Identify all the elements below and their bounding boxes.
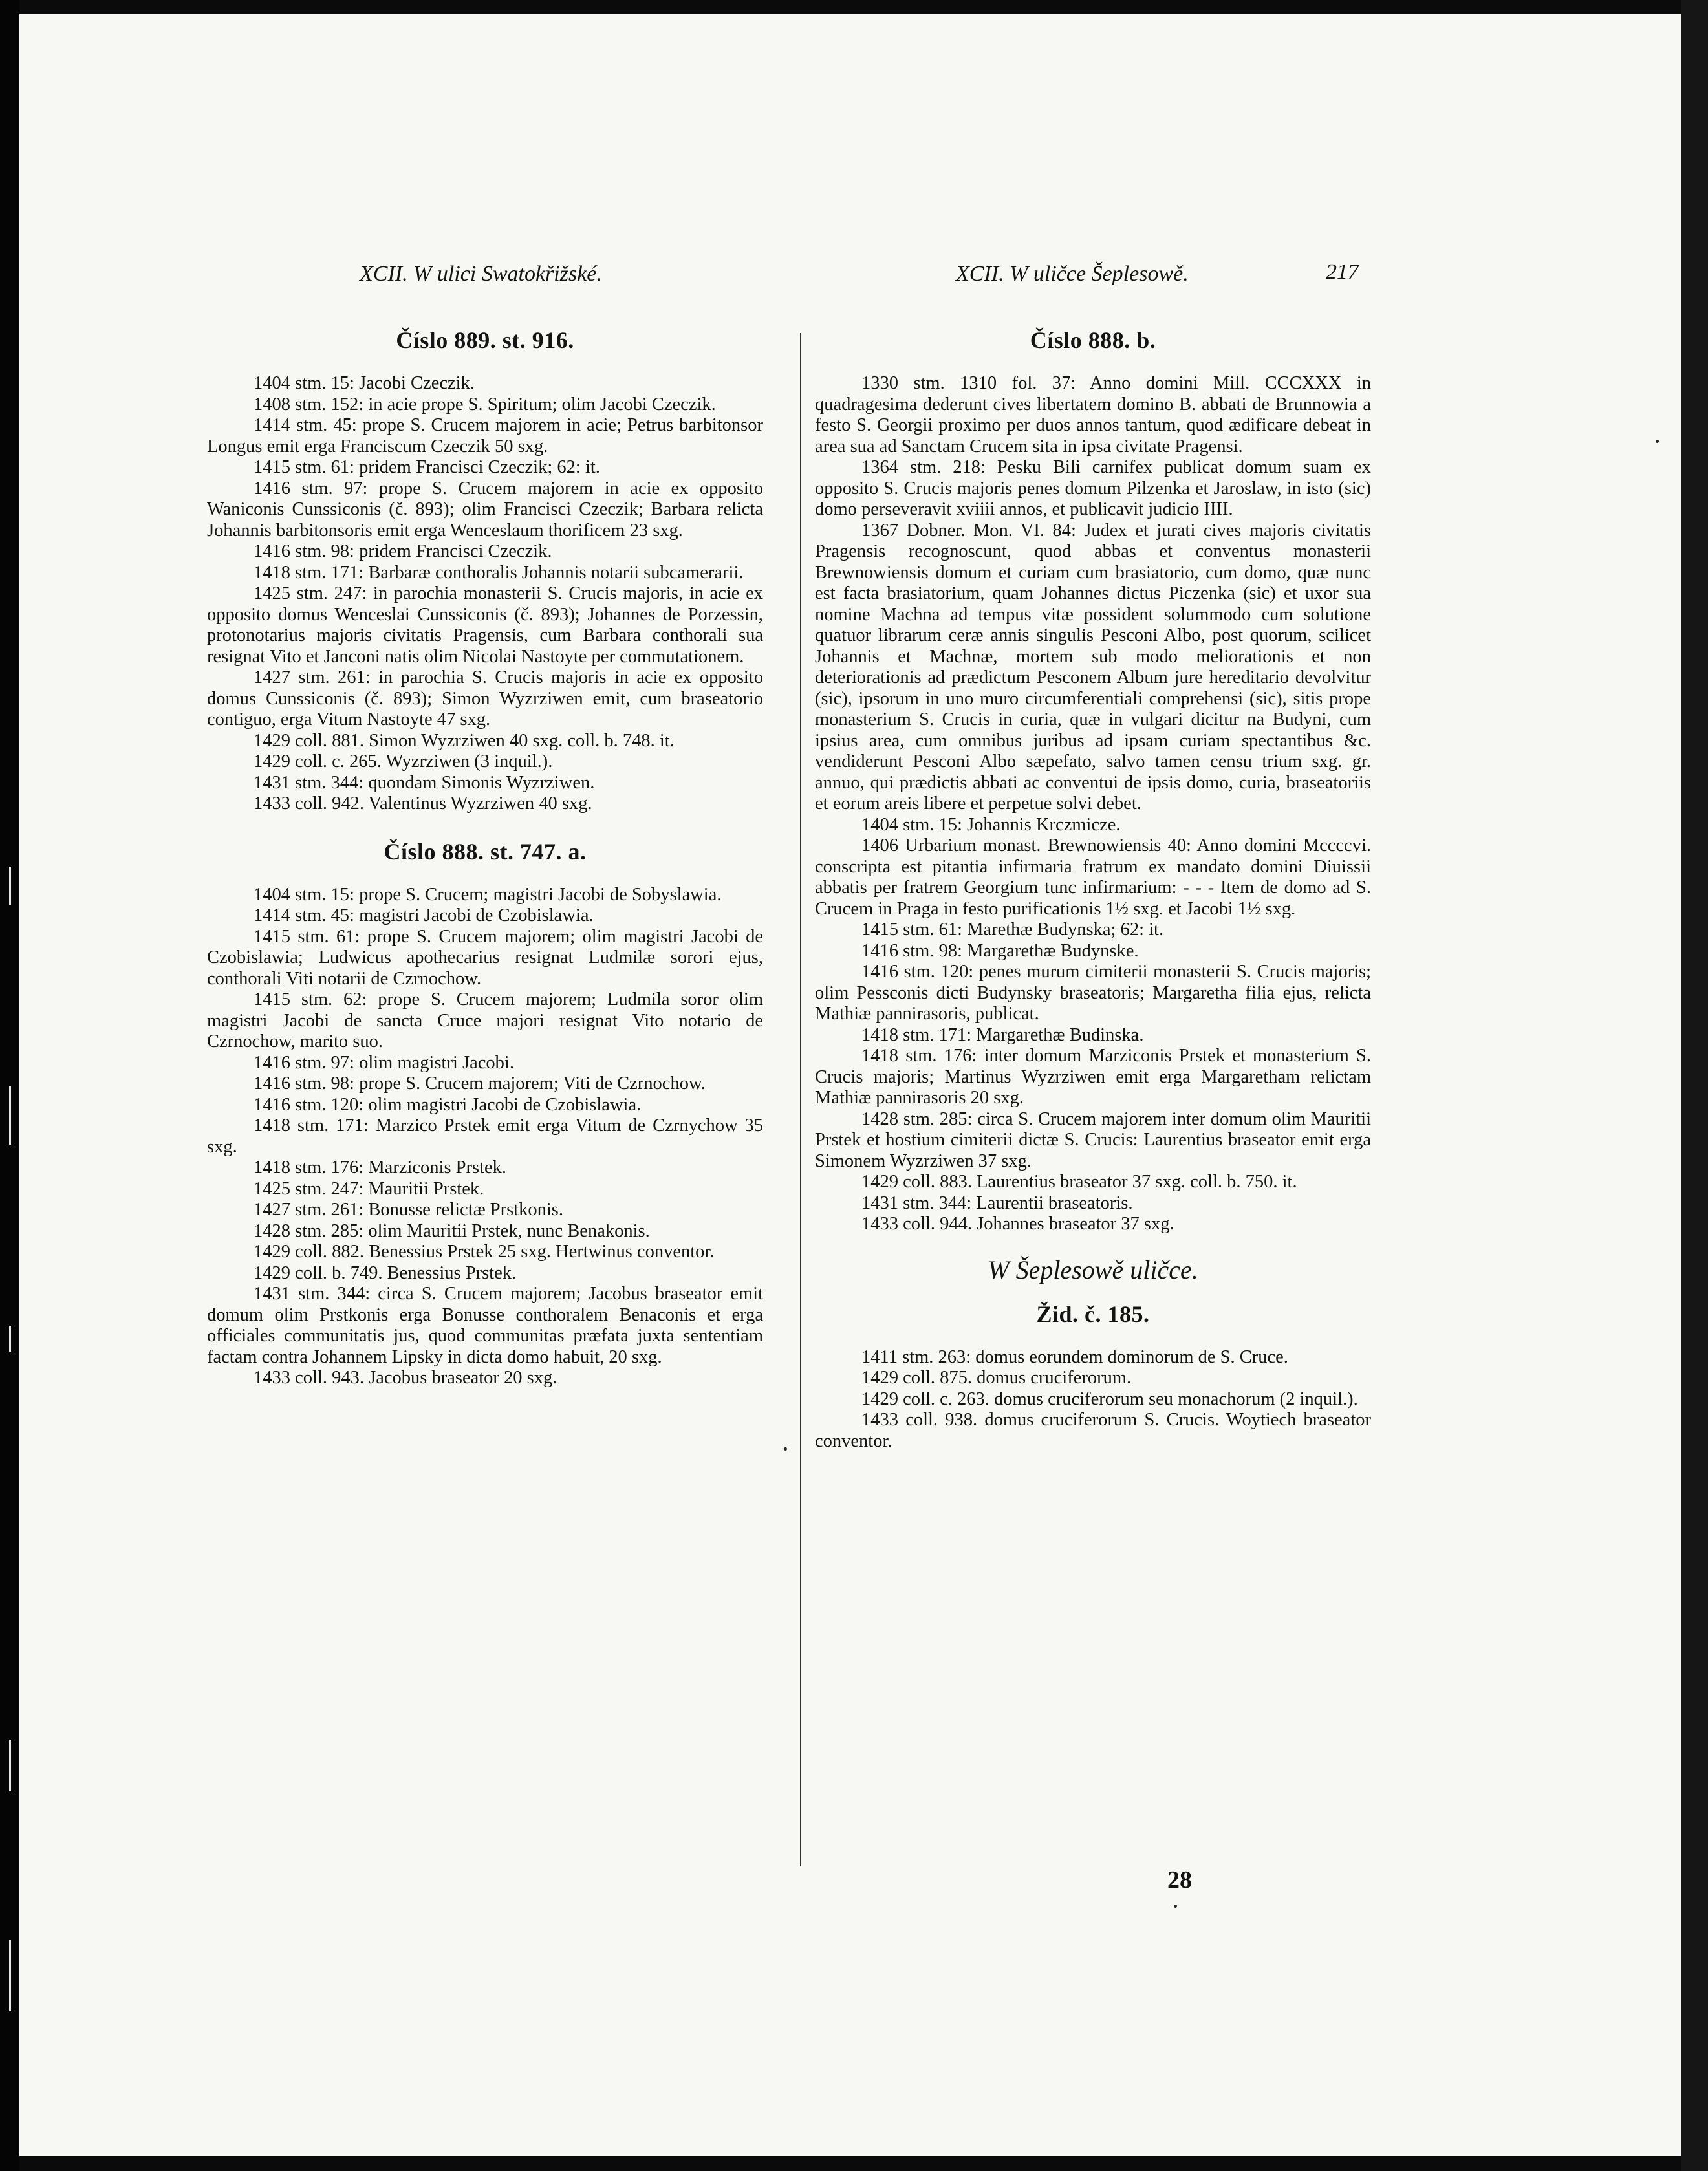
register-entry: 1414 stm. 45: prope S. Crucem majorem in acie; Petrus barbitonsor Longus emit erga Franciscum Czeczik 50 sxg. <box>207 415 763 457</box>
register-entry: 1428 stm. 285: circa S. Crucem majorem inter domum olim Mauritii Prstek et hostium cimiterii dictæ S. Crucis: Laurentius braseator emit erga Simonem Wyzrziwen 37 sxg. <box>815 1108 1371 1171</box>
register-entry: 1416 stm. 98: prope S. Crucem majorem; Viti de Czrnochow. <box>254 1074 706 1094</box>
register-entry: 1416 stm. 120: penes murum cimiterii monasterii S. Crucis majoris; olim Pessconis dicti Budynsky braseatoris; Margaretha filia ejus, relicta Mathiæ pannirasoris, publicat. <box>815 962 1371 1024</box>
register-entry: 1429 coll. b. 749. Benessius Prstek. <box>254 1262 517 1283</box>
register-entry: 1415 stm. 61: Marethæ Budynska; 62: it. <box>861 920 1164 940</box>
scan-speck <box>1656 440 1659 443</box>
street-subtitle: W Šeplesowě uličce. <box>988 1255 1198 1284</box>
register-entry: 1425 stm. 247: Mauritii Prstek. <box>254 1178 484 1199</box>
register-entry: 1428 stm. 285: olim Mauritii Prstek, nunc Benakonis. <box>254 1220 650 1241</box>
right-column <box>815 327 1371 1452</box>
scan-left-border <box>0 0 19 2171</box>
register-entry: 1431 stm. 344: circa S. Crucem majorem; Jacobus braseator emit domum olim Prstkonis erga Bonusse conthoralem Benaconis et erga officiales communitatis jus, quod communitas præfata juxta sententiam factam contra Johannem Lipsky in dicta domo habuit, 20 sxg. <box>207 1284 763 1367</box>
section-heading: Číslo 888. b. <box>1030 327 1156 353</box>
register-entry: 1367 Dobner. Mon. VI. 84: Judex et jurati cives majoris civitatis Pragensis recognoscunt, quod abbas et conventus monasterii Brewnowiensis domum et curiam cum brasiatorio, cum domo, quæ nunc est facta brasiatorium, quam Johannes dictus Piczenka (sic) et uxor sua nomine Machna ad tempus vitæ possident solummodo cum solutione quatuor librarum ceræ annis singulis Pesconi Albo, post quorum, scilicet Johannis et Machnæ, mortem sub modo meliorationis et non deteriorationis ad prædictum Pesconem Album jure hereditario devolvitur (sic), ipsorum in uno muro circumferentiali comprehensi (sic), sitis prope monasterium S. Crucis in curia, quæ in vulgari dicitur na Budyni, cum ipsius area, cum omnibus juribus ad ipsam curiam spectantibus &c. vendiderunt Pesconi Albo sæpefato, salvo tamen censu trium sxg. gr. annuo, qui prædictis abbati ac conventui de ipsis domo, curia, braseatoriis et eorum areis libere et perpetue solvi debet. <box>815 520 1371 814</box>
register-entry: 1416 stm. 98: pridem Francisci Czeczik. <box>254 541 552 561</box>
register-entry: 1404 stm. 15: prope S. Crucem; magistri Jacobi de Sobyslawia. <box>254 884 722 905</box>
register-entry: 1429 coll. 883. Laurentius braseator 37 sxg. coll. b. 750. it. <box>861 1172 1297 1192</box>
register-entry: 1415 stm. 61: pridem Francisci Czeczik; 62: it. <box>254 457 600 477</box>
register-entry: 1429 coll. c. 263. domus cruciferorum seu monachorum (2 inquil.). <box>861 1388 1358 1409</box>
section-heading: Číslo 889. st. 916. <box>396 327 574 353</box>
register-entry: 1425 stm. 247: in parochia monasterii S. Crucis majoris, in acie ex opposito domus Wenceslai Cunssiconis (č. 893); Johannes de Porzessin, protonotarius majoris civitatis Pragensis, cum Barbara conthorali sua resignat Vito et Janconi natis olim Nicolai Nastoyte per commutationem. <box>207 583 763 667</box>
register-entry: 1415 stm. 61: prope S. Crucem majorem; olim magistri Jacobi de Czobislawia; Ludwicus apothecarius resignat Ludmilæ sorori ejus, conthorali Viti notarii de Czrnochow. <box>207 926 763 989</box>
register-entry: 1418 stm. 171: Barbaræ conthoralis Johannis notarii subcamerarii. <box>254 562 744 583</box>
register-entry: 1416 stm. 120: olim magistri Jacobi de Czobislawia. <box>254 1094 642 1115</box>
register-entry: 1433 coll. 943. Jacobus braseator 20 sxg. <box>254 1368 557 1388</box>
register-entry: 1433 coll. 944. Johannes braseator 37 sxg. <box>861 1214 1174 1234</box>
running-header-left: XCII. W ulici Swatokřižské. <box>360 262 602 286</box>
register-entry: 1330 stm. 1310 fol. 37: Anno domini Mill. CCCXXX in quadragesima dederunt cives libertatem domino B. abbati de Brunnowia a festo S. Georgii proximo per duos annos tantum, quod ædificare debeat in area sua ad Sanctam Crucem sita in ipsa civitate Pragensi. <box>815 373 1371 457</box>
register-entry: 1433 coll. 942. Valentinus Wyzrziwen 40 sxg. <box>254 794 592 814</box>
scan-speck <box>784 1447 787 1451</box>
folio-signature: 28 <box>1167 1866 1192 1894</box>
register-entry: 1404 stm. 15: Johannis Krczmicze. <box>861 814 1121 835</box>
register-entry: 1429 coll. 881. Simon Wyzrziwen 40 sxg. coll. b. 748. it. <box>254 730 675 751</box>
register-entry: 1418 stm. 176: Marziconis Prstek. <box>254 1158 507 1178</box>
register-entry: 1431 stm. 344: quondam Simonis Wyzrziwen. <box>254 772 595 793</box>
entry-list <box>207 885 763 1389</box>
register-entry: 1416 stm. 97: olim magistri Jacobi. <box>254 1052 514 1073</box>
register-entry: 1411 stm. 263: domus eorundem dominorum de S. Cruce. <box>861 1346 1288 1367</box>
register-entry: 1427 stm. 261: Bonusse relictæ Prstkonis. <box>254 1200 563 1220</box>
register-entry: 1431 stm. 344: Laurentii braseatoris. <box>861 1193 1133 1213</box>
register-entry: 1416 stm. 98: Margarethæ Budynske. <box>861 940 1139 961</box>
entry-list <box>207 373 763 815</box>
entry-list <box>815 1347 1371 1453</box>
column-divider <box>800 333 801 1866</box>
register-entry: 1418 stm. 171: Marzico Prstek emit erga Vitum de Czrnychow 35 sxg. <box>207 1116 763 1157</box>
register-entry: 1418 stm. 171: Margarethæ Budinska. <box>861 1024 1144 1045</box>
register-entry: 1406 Urbarium monast. Brewnowiensis 40: Anno domini Mccccvi. conscripta est pitantia infirmaria fratrum ex mandato domini Diuissii abbatis per fratrem Georgium tunc infirmarium: - - - Item de domo ad S. Crucem in Praga in festo purificationis 1½ sxg. et Jacobi 1½ sxg. <box>815 836 1371 919</box>
register-entry: 1416 stm. 97: prope S. Crucem majorem in acie ex opposito Waniconis Cunssiconis (č. 893); olim Francisci Czeczik; Barbara relicta Johannis barbitonsoris emit erga Wenceslaum thorificem 23 sxg. <box>207 478 763 541</box>
register-entry: 1415 stm. 62: prope S. Crucem majorem; Ludmila soror olim magistri Jacobi de sancta Cruce majori resignat Vito notario de Czrnochow, marito suo. <box>207 989 763 1052</box>
register-entry: 1404 stm. 15: Jacobi Czeczik. <box>254 373 475 393</box>
register-entry: 1418 stm. 176: inter domum Marziconis Prstek et monasterium S. Crucis majoris; Martinus Wyzrziwen emit erga Margaretham relictam Mathiæ pannirasoris 20 sxg. <box>815 1046 1371 1108</box>
register-entry: 1433 coll. 938. domus cruciferorum S. Crucis. Woytiech braseator conventor. <box>815 1410 1371 1451</box>
register-entry: 1364 stm. 218: Pesku Bili carnifex publicat domum suam ex opposito S. Crucis majoris penes domum Pilzenka et Jaroslaw, in isto (sic) domo perseveravit xviiii annos, et publicavit judicio IIII. <box>815 457 1371 519</box>
register-entry: 1427 stm. 261: in parochia S. Crucis majoris in acie ex opposito domus Cunssiconis (č. 893); Simon Wyzrziwen emit, cum braseatorio contiguo, erga Vitum Nastoyte 47 sxg. <box>207 667 763 729</box>
entry-list <box>815 373 1371 1235</box>
register-entry: 1429 coll. c. 265. Wyzrziwen (3 inquil.). <box>254 751 553 772</box>
register-entry: 1414 stm. 45: magistri Jacobi de Czobislawia. <box>254 905 594 925</box>
running-header-right: XCII. W uličce Šeplesowě. <box>956 262 1189 286</box>
page-number: 217 <box>1326 260 1359 284</box>
register-entry: 1429 coll. 875. domus cruciferorum. <box>861 1368 1132 1388</box>
section-heading: Číslo 888. st. 747. a. <box>384 838 587 865</box>
section-heading: Žid. č. 185. <box>1036 1301 1150 1327</box>
register-entry: 1429 coll. 882. Benessius Prstek 25 sxg. Hertwinus conventor. <box>254 1242 715 1262</box>
left-column <box>207 327 763 1389</box>
scan-right-border <box>1681 0 1708 2171</box>
scan-speck <box>1174 1905 1177 1908</box>
register-entry: 1408 stm. 152: in acie prope S. Spiritum; olim Jacobi Czeczik. <box>254 394 716 415</box>
